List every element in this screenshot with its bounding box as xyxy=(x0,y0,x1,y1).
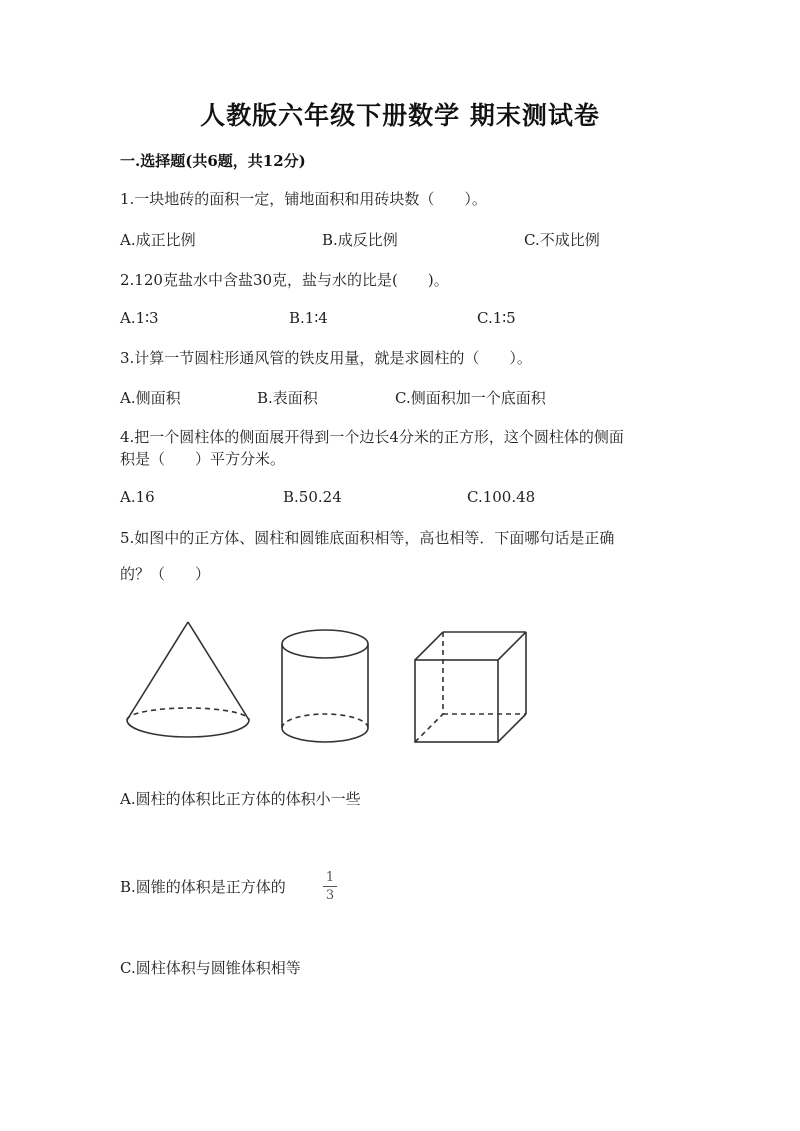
question-3-option-c[interactable]: C.侧面积加一个底面积 xyxy=(395,389,546,407)
question-4-text-line2: 积是（ ）平方分米。 xyxy=(120,450,286,468)
question-5-option-c[interactable]: C.圆柱体积与圆锥体积相等 xyxy=(120,959,301,977)
fraction-bar xyxy=(323,886,337,887)
question-1-option-c[interactable]: C.不成比例 xyxy=(524,231,600,249)
question-5-option-a[interactable]: A.圆柱的体积比正方体的体积小一些 xyxy=(120,790,361,808)
question-5-text-line1: 5.如图中的正方体、圆柱和圆锥底面积相等，高也相等．下面哪句话是正确 xyxy=(120,529,615,547)
question-5-option-b[interactable]: B.圆锥的体积是正方体的 xyxy=(120,878,286,896)
cylinder-shape xyxy=(282,630,368,742)
cube-shape xyxy=(415,632,526,742)
question-2-option-b[interactable]: B.1∶4 xyxy=(289,309,328,327)
question-5-text-line2: 的？（ ） xyxy=(120,565,211,583)
question-3-text: 3.计算一节圆柱形通风管的铁皮用量，就是求圆柱的（ ）。 xyxy=(120,349,532,367)
question-3-option-b[interactable]: B.表面积 xyxy=(257,389,318,407)
question-1-text: 1.一块地砖的面积一定，铺地面积和用砖块数（ ）。 xyxy=(120,190,487,208)
exam-title: 人教版六年级下册数学 期末测试卷 xyxy=(200,101,600,130)
question-2-option-c[interactable]: C.1∶5 xyxy=(477,309,516,327)
section-heading: 一.选择题(共6题，共12分) xyxy=(120,152,306,170)
fraction-denominator: 3 xyxy=(325,888,335,903)
question-4-text-line1: 4.把一个圆柱体的侧面展开得到一个边长4分米的正方形，这个圆柱体的侧面 xyxy=(120,428,624,446)
question-4-option-a[interactable]: A.16 xyxy=(120,488,155,506)
question-2-text: 2.120克盐水中含盐30克，盐与水的比是( )。 xyxy=(120,271,449,289)
question-1-option-b[interactable]: B.成反比例 xyxy=(322,231,398,249)
cone-shape xyxy=(127,622,249,737)
fraction-one-third xyxy=(320,870,340,903)
question-3-option-a[interactable]: A.侧面积 xyxy=(120,389,181,407)
question-4-option-b[interactable]: B.50.24 xyxy=(283,488,342,506)
fraction-numerator: 1 xyxy=(325,870,335,885)
question-4-option-c[interactable]: C.100.48 xyxy=(467,488,536,506)
question-1-option-a[interactable]: A.成正比例 xyxy=(120,231,196,249)
question-2-option-a[interactable]: A.1∶3 xyxy=(120,309,159,327)
